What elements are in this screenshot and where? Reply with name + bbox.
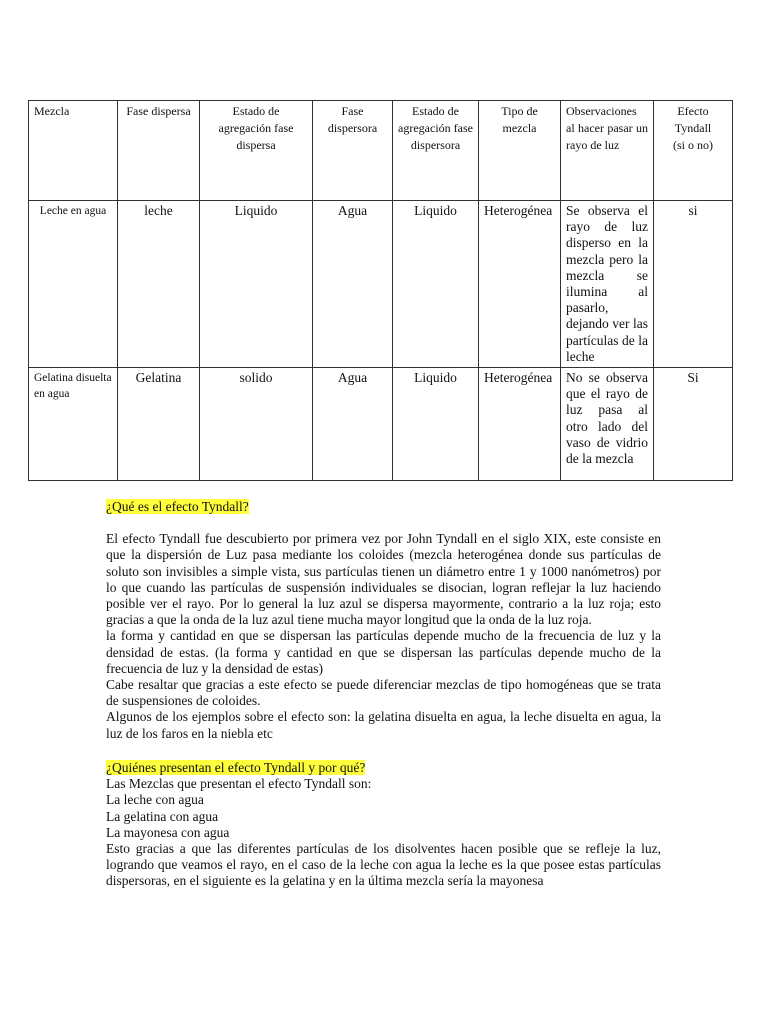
paragraph: Esto gracias a que las diferentes partículas de los disolventes hacen posible que se refleje la luz, logrando que veamos el rayo, en el caso de la leche con agua la leche es la que posee estas partículas dispersoras, en el siguiente es la gelatina y en la última mezcla sería la mayonesa <box>106 841 661 889</box>
header-fase-dispersora: Fase dispersora <box>313 101 393 201</box>
mixtures-table <box>28 100 733 481</box>
paragraph: El efecto Tyndall fue descubierto por primera vez por John Tyndall en el siglo XIX, este consiste en que la dispersión de Luz pasa mediante los coloides (mezcla heterogénea donde sus partículas de soluto son invisibles a simple vista, sus partículas tienen un diámetro entre 1 y 1000 nanómetros) por lo que cuando las partículas de suspensión individuales se disocian, logran reflejar la luz haciendo posible ver el rayo. Por lo general la luz azul se dispersa mayormente, contrario a la luz roja; esto gracias a que la onda de la luz azul tiene mucha mayor longitud que la onda de la luz roja. <box>106 531 661 628</box>
table-row <box>29 201 733 368</box>
cell-estado-dispersora: Liquido <box>393 201 479 368</box>
cell-observaciones: Se observa el rayo de luz disperso en la mezcla pero la mezcla se ilumina al pasarlo, dejando ver las partículas de la leche <box>561 201 654 368</box>
cell-fase-dispersa: Gelatina <box>118 368 200 481</box>
cell-tipo: Heterogénea <box>479 201 561 368</box>
paragraph: Cabe resaltar que gracias a este efecto se puede diferenciar mezclas de tipo homogéneas que se trata de suspensiones de coloides. <box>106 677 661 709</box>
list-item: La leche con agua <box>106 792 204 808</box>
cell-fase-dispersora: Agua <box>313 201 393 368</box>
cell-observaciones: No se observa que el rayo de luz pasa al otro lado del vaso de vidrio de la mezcla <box>561 368 654 481</box>
header-fase-dispersa: Fase dispersa <box>118 101 200 201</box>
cell-estado-dispersa: solido <box>200 368 313 481</box>
cell-efecto: si <box>654 201 733 368</box>
table-header-row <box>29 101 733 201</box>
question-heading: ¿Quiénes presentan el efecto Tyndall y por qué? <box>106 760 366 775</box>
table-row <box>29 368 733 481</box>
question-heading: ¿Qué es el efecto Tyndall? <box>106 499 249 514</box>
header-observaciones: Observaciones al hacer pasar un rayo de luz <box>561 101 654 201</box>
cell-tipo: Heterogénea <box>479 368 561 481</box>
header-estado-dispersora: Estado de agregación fase dispersora <box>393 101 479 201</box>
section-who-presents-tyndall <box>106 760 661 890</box>
paragraph: Algunos de los ejemplos sobre el efecto son: la gelatina disuelta en agua, la leche disuelta en agua, la luz de los faros en la niebla etc <box>106 709 661 741</box>
header-tipo: Tipo de mezcla <box>479 101 561 201</box>
paragraph: Las Mezclas que presentan el efecto Tyndall son: <box>106 776 372 792</box>
cell-fase-dispersa: leche <box>118 201 200 368</box>
cell-fase-dispersora: Agua <box>313 368 393 481</box>
cell-estado-dispersora: Liquido <box>393 368 479 481</box>
cell-efecto: Si <box>654 368 733 481</box>
cell-mezcla: Gelatina disuelta en agua <box>29 368 118 481</box>
header-mezcla: Mezcla <box>29 101 118 201</box>
header-estado-dispersa: Estado de agregación fase dispersa <box>200 101 313 201</box>
list-item: La gelatina con agua <box>106 808 219 824</box>
list-item: La mayonesa con agua <box>106 824 230 840</box>
section-what-is-tyndall <box>106 499 661 742</box>
header-efecto: Efecto Tyndall (si o no) <box>654 101 733 201</box>
cell-estado-dispersa: Liquido <box>200 201 313 368</box>
paragraph: la forma y cantidad en que se dispersan las partículas depende mucho de la frecuencia de luz y la densidad de estas. (la forma y cantidad en que se dispersan las partículas depende mucho de la frecuencia de luz y la densidad de estas) <box>106 628 661 676</box>
cell-mezcla: Leche en agua <box>29 201 118 368</box>
